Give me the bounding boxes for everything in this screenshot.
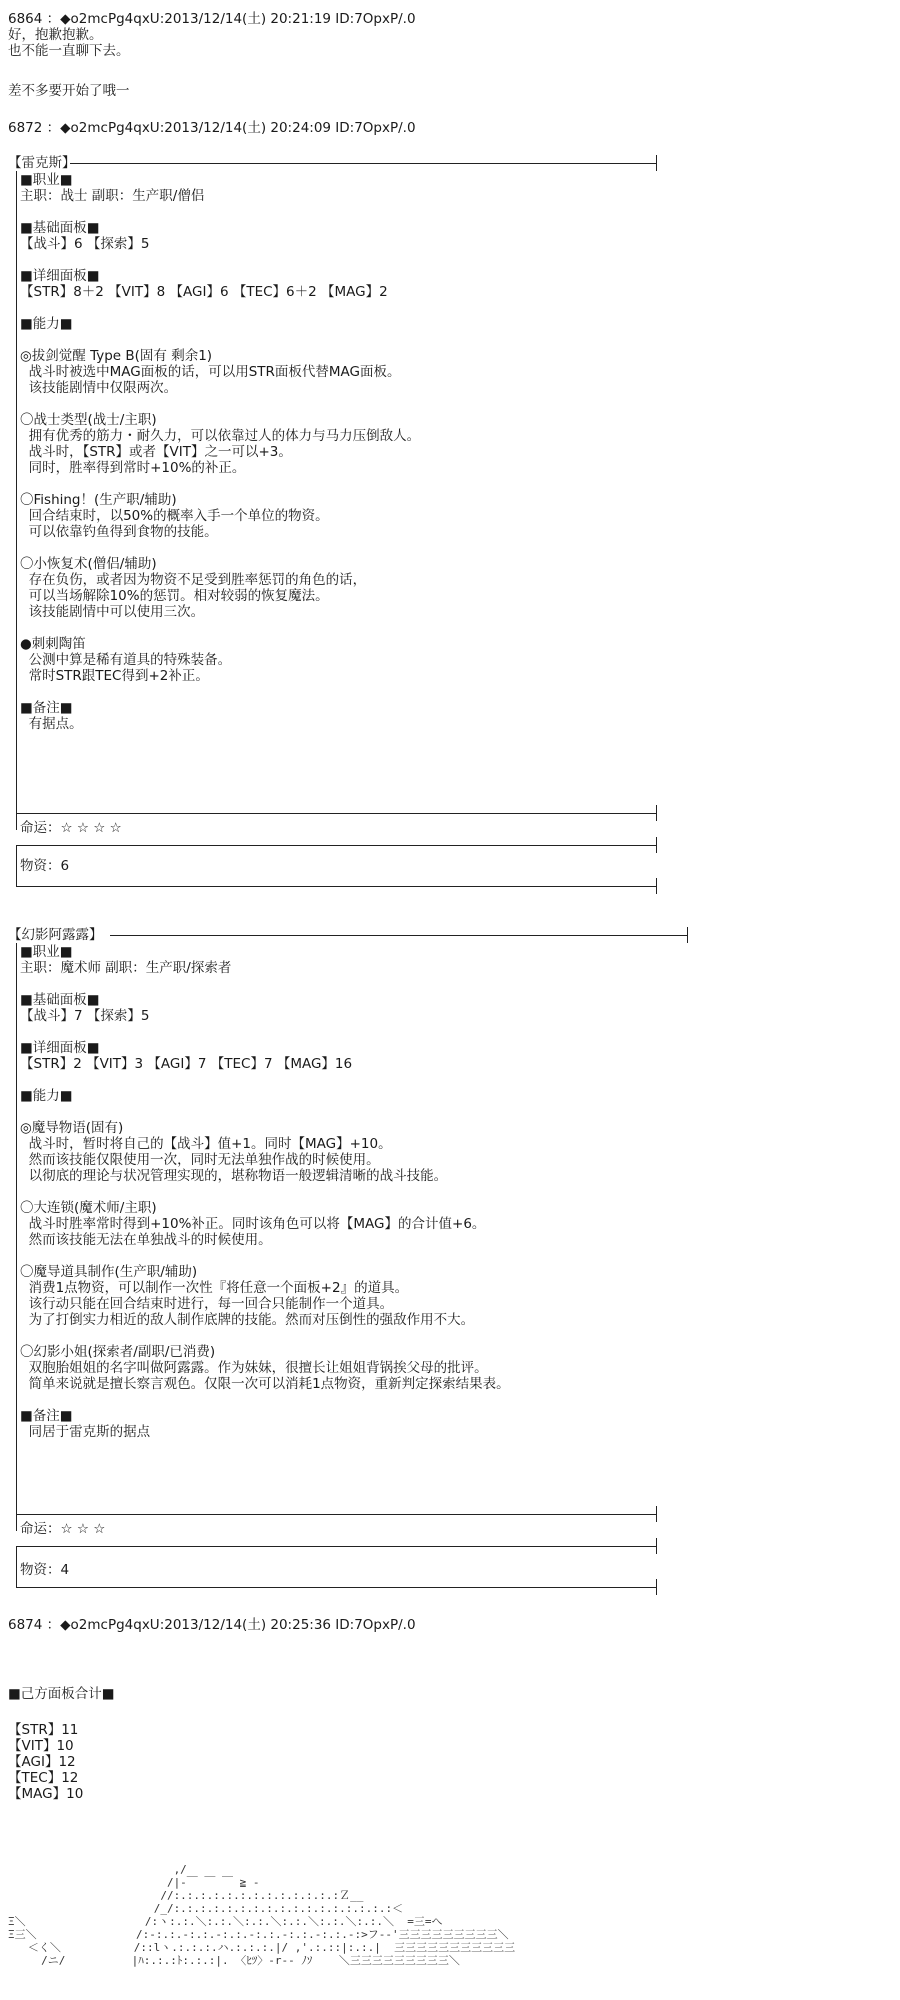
character-name: 【雷克斯】 (8, 155, 76, 171)
sheet-line: 回合结束时，以50%的概率入手一个单位的物资。 (20, 508, 329, 524)
sheet-line: 主职：战士 副职：生产职/僧侣 (20, 188, 205, 204)
sheet-line: 【STR】2 【VIT】3 【AGI】7 【TEC】7 【MAG】16 (20, 1056, 353, 1072)
sheet-left-border (16, 1547, 17, 1587)
sheet-line: 〇战士类型(战士/主职) (20, 412, 157, 428)
sheet-line: ■备注■ (20, 1408, 73, 1424)
sheet-line: 拥有优秀的筋力・耐久力，可以依靠过人的体力与马力压倒敌人。 (20, 428, 421, 444)
sheet-line: 该技能剧情中仅限两次。 (20, 380, 178, 396)
sheet-line: 战斗时胜率常时得到+10%补正。同时该角色可以将【MAG】的合计值+6。 (20, 1216, 486, 1232)
sheet-line: ■基础面板■ (20, 220, 100, 236)
sheet-line: 可以依靠钓鱼得到食物的技能。 (20, 524, 218, 540)
sheet-line: 战斗时，暂时将自己的【战斗】值+1。同时【MAG】+10。 (20, 1136, 392, 1152)
ascii-art-line: ＜く＼ /::lヽ.:.:.:.ハ.:.:.:.|/ ,'.:.::|:.:.| 三三三三三三三三三三三 (8, 1941, 516, 1954)
sheet-line: 战斗时，【STR】或者【VIT】之一可以+3。 (20, 444, 292, 460)
sheet-left-border (16, 814, 17, 830)
sheet-line: ●刺刺陶笛 (20, 636, 86, 652)
post-text-line: 好，抱歉抱歉。 (8, 27, 103, 43)
sheet-line: 主职：魔术师 副职：生产职/探索者 (20, 960, 232, 976)
totals-line: 【VIT】10 (8, 1738, 74, 1754)
rule-end-tick (656, 155, 657, 171)
sheet-left-border (16, 171, 17, 814)
sheet-line: 可以当场解除10%的惩罚。相对较弱的恢复魔法。 (20, 588, 329, 604)
sheet-line: ■职业■ (20, 944, 73, 960)
sheet-bottom-rule (16, 1587, 656, 1588)
sheet-line: ◎魔导物语(固有) (20, 1120, 124, 1136)
rule-end-tick (656, 878, 657, 894)
rule-end-tick (656, 1579, 657, 1595)
totals-line: 【TEC】12 (8, 1770, 79, 1786)
sheet-rule (16, 845, 656, 846)
sheet-bottom-rule (16, 886, 656, 887)
sheet-line: 为了打倒实力相近的敌人制作底牌的技能。然而对压倒性的强敌作用不大。 (20, 1312, 475, 1328)
ascii-art-line: Ξ三＼ /:-:.:.-:.:.-:.:.-:.:.-:.:.-:.:.-:>フ-‐'三三三三三三三三三＼ (8, 1928, 509, 1941)
ascii-art-line: /|-￣ ￣ ￣ ≧ - (8, 1876, 260, 1889)
ascii-art-line: //:.:.:.:.:.:.:.:.:.:.:.:.:Ｚ__ (8, 1889, 364, 1902)
sheet-line: 〇幻影小姐(探索者/副职/已消费) (20, 1344, 216, 1360)
sheet-line: 【战斗】7 【探索】5 (20, 1008, 150, 1024)
sheet-line: ■详细面板■ (20, 268, 100, 284)
rule-end-tick (656, 1538, 657, 1554)
sheet-line: 同居于雷克斯的据点 (20, 1424, 151, 1440)
sheet-line: 然而该技能无法在单独战斗的时候使用。 (20, 1232, 272, 1248)
ascii-art-line: /_/:.:.:.:.:.:.:.:.:.:.:.:.:.:.:.:.:＜ (8, 1902, 404, 1915)
sheet-line: ■基础面板■ (20, 992, 100, 1008)
fate-stars: 命运：☆ ☆ ☆ (20, 1521, 106, 1537)
sheet-line: 战斗时被选中MAG面板的话，可以用STR面板代替MAG面板。 (20, 364, 401, 380)
sheet-line: 常时STR跟TEC得到+2补正。 (20, 668, 209, 684)
sheet-line: 【战斗】6 【探索】5 (20, 236, 150, 252)
post-header: 6872 ：◆o2mcPg4qxU:2013/12/14(土) 20:24:09 ID:7OpxP/.0 (8, 120, 416, 136)
sheet-line: 简单来说就是擅长察言观色。仅限一次可以消耗1点物资，重新判定探索结果表。 (20, 1376, 510, 1392)
sheet-line: ■能力■ (20, 1088, 73, 1104)
sheet-top-rule (110, 935, 687, 936)
fate-stars: 命运：☆ ☆ ☆ ☆ (20, 820, 122, 836)
sheet-left-border (16, 1515, 17, 1531)
sheet-line: 〇Fishing！(生产职/辅助) (20, 492, 177, 508)
sheet-line: 同时，胜率得到常时+10%的补正。 (20, 460, 246, 476)
sheet-line: 公测中算是稀有道具的特殊装备。 (20, 652, 232, 668)
ascii-art-line: /ニ/ |ﾊ:.:.:ﾄ:.:.:|. 〈ﾋﾂ〉-r-‐ ﾉｿ ＼三三三三三三三三三＼ (8, 1954, 460, 1967)
post-header: 6864 ：◆o2mcPg4qxU:2013/12/14(土) 20:21:19 ID:7OpxP/.0 (8, 11, 416, 27)
post-text-line: 差不多要开始了哦一 (8, 83, 130, 99)
rule-end-tick (656, 1506, 657, 1522)
sheet-line: 以彻底的理论与状况管理实现的，堪称物语一般逻辑清晰的战斗技能。 (20, 1168, 448, 1184)
sheet-rule (16, 1546, 656, 1547)
sheet-line: 双胞胎姐姐的名字叫做阿露露。作为妹妹，很擅长让姐姐背锅挨父母的批评。 (20, 1360, 488, 1376)
sheet-line: ■详细面板■ (20, 1040, 100, 1056)
sheet-line: 〇小恢复术(僧侣/辅助) (20, 556, 157, 572)
totals-title: ■己方面板合计■ (8, 1686, 115, 1702)
supplies-count: 物资：6 (20, 858, 70, 874)
sheet-line: ■备注■ (20, 700, 73, 716)
sheet-line: ■职业■ (20, 172, 73, 188)
rule-end-tick (656, 805, 657, 821)
rule-end-tick (687, 927, 688, 943)
sheet-line: 该技能剧情中可以使用三次。 (20, 604, 205, 620)
sheet-line: 有据点。 (20, 716, 83, 732)
totals-line: 【MAG】10 (8, 1786, 84, 1802)
sheet-line: 存在负伤，或者因为物资不足受到胜率惩罚的角色的话， (20, 572, 367, 588)
sheet-line: ■能力■ (20, 316, 73, 332)
sheet-rule (16, 813, 656, 814)
sheet-top-rule (70, 163, 656, 164)
sheet-line: 然而该技能仅限使用一次，同时无法单独作战的时候使用。 (20, 1152, 380, 1168)
rule-end-tick (656, 837, 657, 853)
sheet-line: 【STR】8＋2 【VIT】8 【AGI】6 【TEC】6＋2 【MAG】2 (20, 284, 388, 300)
sheet-line: ◎拔剑觉醒 Type B(固有 剩余1) (20, 348, 213, 364)
sheet-line: 消费1点物资，可以制作一次性『将任意一个面板+2』的道具。 (20, 1280, 409, 1296)
sheet-left-border (16, 943, 17, 1515)
supplies-count: 物资：4 (20, 1562, 70, 1578)
sheet-line: 该行动只能在回合结束时进行，每一回合只能制作一个道具。 (20, 1296, 394, 1312)
totals-line: 【STR】11 (8, 1722, 79, 1738)
sheet-line: 〇大连锁(魔术师/主职) (20, 1200, 157, 1216)
sheet-left-border (16, 846, 17, 886)
post-header: 6874 ：◆o2mcPg4qxU:2013/12/14(土) 20:25:36 ID:7OpxP/.0 (8, 1617, 416, 1633)
totals-line: 【AGI】12 (8, 1754, 76, 1770)
sheet-line: 〇魔导道具制作(生产职/辅助) (20, 1264, 198, 1280)
ascii-art-line: ,/ (8, 1863, 187, 1876)
post-text-line: 也不能一直聊下去。 (8, 43, 130, 59)
sheet-rule (16, 1514, 656, 1515)
ascii-art-line: Ξ＼ /:ヽ:.:.＼:.:.＼:.:.＼:.:.＼:.:.＼:.:.＼ =三=へ (8, 1915, 443, 1928)
character-name: 【幻影阿露露】 (8, 927, 103, 943)
